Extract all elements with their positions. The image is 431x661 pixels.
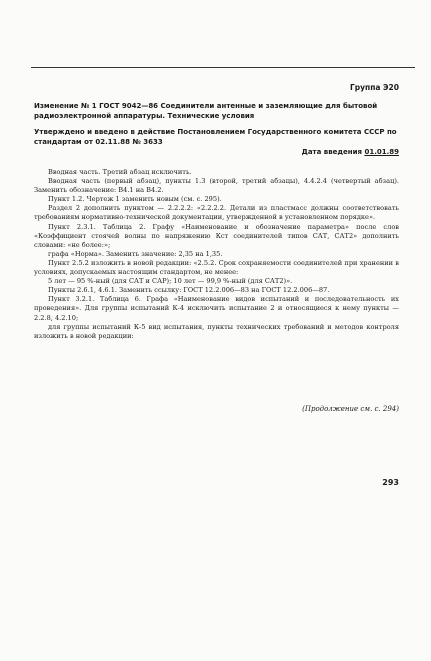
paragraph: для группы испытаний К-5 вид испытания, пункты технических требований и методов контроля изложить в новой редакции: [34,322,399,340]
paragraph: Пункт 3.2.1. Таблица 6. Графа «Наименование видов испытаний и последовательность их проведения». Для группы испытаний К-4 исключить испытание 2 и относящиеся к нему пункты — 2.2.8, 4.2.10; [34,295,399,322]
approval-statement: Утверждено и введено в действие Постановлением Государственного комитета СССР по стандартам от 02.11.88 № 3633 [34,128,397,146]
amendment-body [34,168,399,341]
paragraph: Пункт 2.3.1. Таблица 2. Графу «Наименование и обозначение параметра» после слов «Коэффициент стоячей волны по напряжению Кст соединителей типов САТ, САТ2» дополнить словами: «не более:»; [34,222,399,249]
group-code: Группа Э20 [349,83,399,92]
paragraph: графа «Норма». Заменить значение: 2,35 на 1,35. [48,249,223,258]
top-rule [31,67,415,68]
effective-date-value: 01.01.89 [364,148,399,156]
paragraph: Пункты 2.6.1, 4.6.1. Заменить ссылку: ГОСТ 12.2.006—83 на ГОСТ 12.2.006—87. [48,286,330,295]
paragraph: Вводная часть (первый абзац), пункты 1.3 (второй, третий абзацы), 4.4.2.4 (четвертый абзац). Заменить обозначение: В4.1 на В4.2. [34,177,399,195]
paragraph: Раздел 2 дополнить пунктом — 2.2.2.2: «2.2.2.2. Детали из пластмасс должны соответствовать требованиям нормативно-технической документации, утвержденной в установленном порядке». [34,204,399,222]
paragraph: 5 лет — 95 %-ный (для САТ и САР); 10 лет — 99,9 %-ный (для САТ2)». [48,277,293,286]
page-number: 293 [382,478,399,487]
continued-note: (Продолжение см. с. 294) [302,405,399,413]
amendment-title: Изменение № 1 ГОСТ 9042—86 Соединители антенные и заземляющие для бытовой радиоэлектронной аппаратуры. Технические условия [34,102,378,120]
paragraph: Вводная часть. Третий абзац исключить. [48,168,192,176]
paragraph: Пункт 1.2. Чертеж 1 заменить новым (см. с. 295). [48,195,222,204]
paragraph: Пункт 2.5.2 изложить в новой редакции: «2.5.2. Срок сохраняемости соединителей при хранении в условиях, допускаемых настоящим стандартом, не менее: [34,258,399,277]
effective-date [200,148,399,156]
effective-date-label: Дата введения [301,148,363,156]
